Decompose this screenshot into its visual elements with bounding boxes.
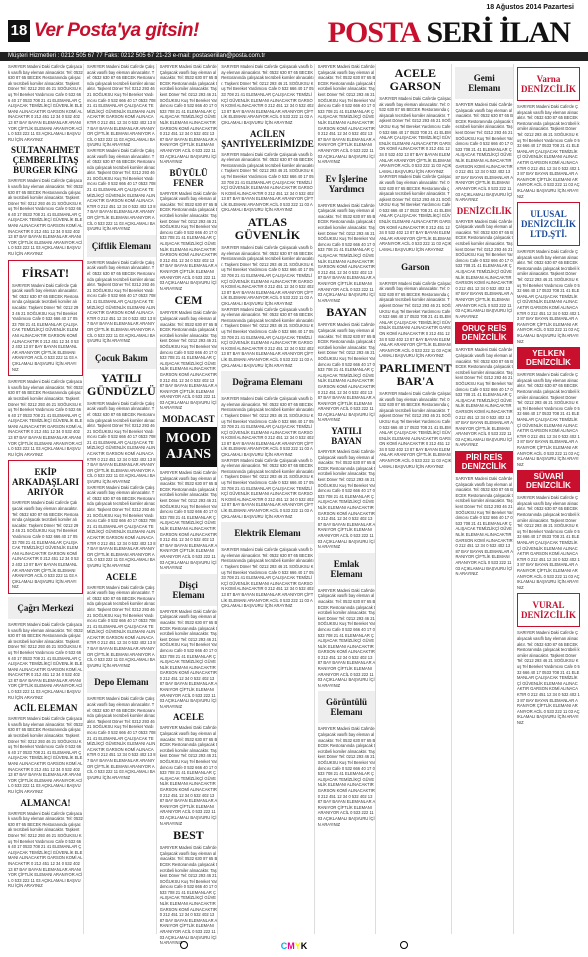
ad-heading: ALMANCA! xyxy=(20,797,71,808)
ad-text: SARIYER Madeni Daki Cafe'de Çalışacak vasıflı bay eleman alınacaktır. Tel: 0532 630 87 65 BECEK Restoranında çalışacak tecrübeli komiler alınacaktır. Taşkent Döner Tel: 0212 293 46 21 SOĞUKSU Kuş Tel Bereket Yardımcısı Cafe 0 532 666 40 17 0533 708 21 41 ELEMANLAR ÇALIŞACAK TEMİZLİKÇİ GÜVENLİK ELEMANI ALINACAKTIR GARSON KOMİ ALINACAKTIR 0 212 451 12 34 0 532 402 13 87 BAY BAYAN ELEMANLAR ARANIYOR ÇİFTLİK ELEMANI ARANIYOR ACİL 0 533 222 11 03 AÇIKLAMALI BAŞVURU İÇİN ARAYINIZ xyxy=(455,102,513,203)
column-8 xyxy=(517,64,580,934)
ad-text: SARIYER Madeni Daki Cafe'de Çalışacak vasıflı bay eleman alınacaktır. Tel: 0532 630 87 65 BECEK Restoranında çalışacak tecrübeli komiler alınacaktır. Taşkent Döner Tel: 0212 293 46 21 SOĞUKSU Kuş Tel Bereket Yardımcısı Cafe 0 532 666 40 17 0533 708 21 41 ELEMANLAR ÇALIŞACAK TEMİZLİKÇİ GÜVENLİK ELEMANI ALINACAKTIR GARSON KOMİ ALINACAKTIR 0 212 451 12 34 0 532 402 13 87 BAY BAYAN ELEMANLAR ARANIYOR ÇİFTLİK ELEMANI ARANIYOR ACİL 0 533 222 11 03 AÇIKLAMALI BAŞVURU İÇİN ARAYINIZ xyxy=(159,190,218,291)
ad-heading: ACELE GARSON xyxy=(389,66,442,93)
column-5 xyxy=(318,64,377,934)
ad-heading: Çocuk Bakım xyxy=(94,352,148,363)
ad-text: SARIYER Madeni Daki Cafe'de Çalışacak vasıflı bay eleman alınacaktır. Tel: 0532 630 87 65 BECEK Restoranında çalışacak tecrübeli komiler alınacaktır. Taşkent Döner Tel: 0212 293 46 21 SOĞUKSU Kuş Tel Bereket Yardımcısı Cafe 0 532 666 40 17 0533 708 21 41 ELEMANLAR ÇALIŞACAK TEMİZLİKÇİ GÜVENLİK ELEMANI ALINACAKTIR GARSON KOMİ ALINACAKTIR 0 212 451 12 34 0 532 402 13 87 BAY BAYAN ELEMANLAR ARANIYOR ÇİFTLİK ELEMANI ARANIYOR ACİL 0 533 222 11 03 AÇIKLAMALI BAŞVURU İÇİN ARAYINIZ xyxy=(516,372,580,467)
ad-text: SARIYER Madeni Daki Cafe'de Çalışacak vasıflı bay eleman alınacaktır. Tel: 0532 630 87 65 BECEK Restoranında çalışacak tecrübeli komiler alınacaktır. Taşkent Döner Tel: 0212 293 46 21 SOĞUKSU Kuş Tel Bereket Yardımcısı Cafe 0 532 666 40 17 0533 708 21 41 ELEMANLAR ÇALIŞACAK TEMİZLİKÇİ GÜVENLİK ELEMANI ALINACAKTIR GARSON KOMİ ALINACAKTIR 0 212 451 12 34 0 532 402 13 87 BAY BAYAN ELEMANLAR ARANIYOR ÇİFTLİK ELEMANI ARANIYOR ACİL 0 533 222 11 03 AÇIKLAMALI BAŞVURU İÇİN ARAYINIZ xyxy=(159,845,218,946)
ad-text: SARIYER Madeni Daki Cafe'de Çalışacak vasıflı bay eleman alınacaktır. Tel: 0532 630 87 65 BECEK Restoranında çalışacak tecrübeli komiler alınacaktır. Taşkent Döner Tel: 0212 293 46 21 SOĞUKSU Kuş Tel Bereket Yardımcısı Cafe 0 532 666 40 17 0533 708 21 41 ELEMANLAR ÇALIŞACAK TEMİZLİKÇİ GÜVENLİK ELEMANI ALINACAKTIR GARSON KOMİ ALINACAKTIR 0 212 451 12 34 0 532 402 13 87 BAY BAYAN ELEMANLAR ARANIYOR ÇİFTLİK ELEMANI ARANIYOR ACİL 0 533 222 11 03 AÇIKLAMALI BAŞVURU İÇİN ARAYINIZ xyxy=(379,174,452,253)
ad-heading: Gemi Elemanı xyxy=(468,73,501,93)
ad-heading: VURAL DENİZCİLİK xyxy=(520,600,576,621)
ad-heading: ACİLEN ŞANTİYELERİMİZDE xyxy=(221,128,314,149)
registration-mark-icon xyxy=(180,941,188,949)
ad-heading: ACELE xyxy=(105,571,137,582)
column-3 xyxy=(159,64,219,946)
ad-text: SARIYER Madeni Daki Cafe'de Çalışacak vasıflı bay eleman alınacaktır. Tel: 0532 630 87 65 BECEK Restoranında çalışacak tecrübeli komiler alınacaktır. Taşkent Döner Tel: 0212 293 46 21 SOĞUKSU Kuş Tel Bereket Yardımcısı Cafe 0 532 666 40 17 0533 708 21 41 ELEMANLAR ÇALIŞACAK TEMİZLİKÇİ GÜVENLİK ELEMANI ALINACAKTIR GARSON KOMİ ALINACAKTIR 0 212 451 12 34 0 532 402 13 87 BAY BAYAN ELEMANLAR ARANIYOR ÇİFTLİK ELEMANI ARANIYOR ACİL 0 533 222 11 03 AÇIKLAMALI BAŞVURU İÇİN ARAYINIZ xyxy=(455,218,513,319)
ad-text: SARIYER Madeni Daki Cafe'de Çalışacak vasıflı bay eleman alınacaktır. Tel: 0532 630 87 65 BECEK Restoranında çalışacak tecrübeli komiler alınacaktır. Taşkent Döner Tel: 0212 293 46 21 SOĞUKSU Kuş Tel Bereket Yardımcısı Cafe 0 532 666 40 17 0533 708 21 41 ELEMANLAR ÇALIŞACAK TEMİZLİKÇİ GÜVENLİK ELEMANI ALINACAKTIR GARSON KOMİ ALINACAKTIR 0 212 451 12 34 0 532 402 13 87 BAY BAYAN ELEMANLAR ARANIYOR ÇİFTLİK ELEMANI ARANIYOR ACİL 0 533 222 11 03 AÇIKLAMALI BAŞVURU İÇİN ARAYINIZ xyxy=(379,96,452,174)
ad-heading: Çiftlik Elemanı xyxy=(91,240,151,251)
ad-heading: MOOD AJANS xyxy=(160,427,218,467)
ad-text: SARIYER Madeni Daki Cafe'de Çalışacak vasıflı bay eleman alınacaktır. Tel: 0532 630 87 65 BECEK Restoranında çalışacak tecrübeli komiler alınacaktır. Taşkent Döner Tel: 0212 293 46 21 SOĞUKSU Kuş Tel Bereket Yardımcısı Cafe 0 532 666 40 17 0533 708 21 41 ELEMANLAR ÇALIŞACAK TEMİZLİKÇİ GÜVENLİK ELEMANI ALINACAKTIR GARSON KOMİ ALINACAKTIR 0 212 451 12 34 0 532 402 13 87 BAY BAYAN ELEMANLAR ARANIYOR ÇİFTLİK ELEMANI ARANIYOR ACİL 0 533 222 11 03 AÇIKLAMALI BAŞVURU İÇİN ARAYINIZ xyxy=(317,726,376,827)
ad-text: SARIYER Madeni Daki Cafe'de Çalışacak vasıflı bay eleman alınacaktır. Tel: 0532 630 87 65 BECEK Restoranında çalışacak tecrübeli komiler alınacaktır. Taşkent Döner Tel: 0212 293 46 21 SOĞUKSU Kuş Tel Bereket Yardımcısı Cafe 0 532 666 40 17 0533 708 21 41 ELEMANLAR ÇALIŞACAK TEMİZLİKÇİ GÜVENLİK ELEMANI ALINACAKTIR GARSON KOMİ ALINACAKTIR 0 212 451 12 34 0 532 402 13 87 BAY BAYAN ELEMANLAR ARANIYOR ÇİFTLİK ELEMANI ARANIYOR ACİL 0 533 222 11 03 AÇIKLAMALI BAŞVURU İÇİN ARAYINIZ xyxy=(12,500,79,590)
ad-text: SARIYER Madeni Daki Cafe'de Çalışacak vasıflı bay eleman alınacaktır. Tel: 0532 630 87 65 BECEK Restoranında çalışacak tecrübeli komiler alınacaktır. Taşkent Döner Tel: 0212 293 46 21 SOĞUKSU Kuş Tel Bereket Yardımcısı Cafe 0 532 666 40 17 0533 708 21 41 ELEMANLAR ÇALIŞACAK TEMİZLİKÇİ GÜVENLİK ELEMANI ALINACAKTIR GARSON KOMİ ALINACAKTIR 0 212 451 12 34 0 532 402 13 87 BAY BAYAN ELEMANLAR ARANIYOR ÇİFTLİK ELEMANI ARANIYOR ACİL 0 533 222 11 03 AÇIKLAMALI BAŞVURU İÇİN ARAYINIZ xyxy=(221,306,314,368)
ad-text: SARIYER Madeni Daki Cafe'de Çalışacak vasıflı bay eleman alınacaktır. Tel: 0532 630 87 65 BECEK Restoranında çalışacak tecrübeli komiler alınacaktır. Taşkent Döner Tel: 0212 293 46 21 SOĞUKSU Kuş Tel Bereket Yardımcısı Cafe 0 532 666 40 17 0533 708 21 41 ELEMANLAR ÇALIŞACAK TEMİZLİKÇİ GÜVENLİK ELEMANI ALINACAKTIR GARSON KOMİ ALINACAKTIR 0 212 451 12 34 0 532 402 13 87 BAY BAYAN ELEMANLAR ARANIYOR ÇİFTLİK ELEMANI ARANIYOR ACİL 0 533 222 11 03 AÇIKLAMALI BAŞVURU İÇİN ARAYINIZ xyxy=(8,64,83,142)
ad-heading: Dişçi Elemanı xyxy=(172,579,205,600)
brand-second: SERİ İLAN xyxy=(426,16,570,49)
ad-heading: MODACAST xyxy=(162,414,215,425)
ad-text: SARIYER Madeni Daki Cafe'de Çalışacak vasıflı bay eleman alınacaktır. Tel: 0532 630 87 65 BECEK Restoranında çalışacak tecrübeli komiler alınacaktır. Taşkent Döner Tel: 0212 293 46 21 SOĞUKSU Kuş Tel Bereket Yardımcısı Cafe 0 532 666 40 17 0533 708 21 41 ELEMANLAR ÇALIŞACAK TEMİZLİKÇİ GÜVENLİK ELEMANI ALINACAKTIR GARSON KOMİ ALINACAKTIR 0 212 451 12 34 0 532 402 13 87 BAY BAYAN ELEMANLAR ARANIYOR ÇİFTLİK ELEMANI ARANIYOR ACİL 0 533 222 11 03 AÇIKLAMALI BAŞVURU İÇİN ARAYINIZ xyxy=(159,470,218,571)
registration-mark-icon xyxy=(400,941,408,949)
page-number: 18 xyxy=(8,20,30,42)
ad-heading: Emlak Elemanı xyxy=(330,558,363,579)
column-6 xyxy=(379,64,452,934)
ad-heading: ORUÇ REİS DENİZCİLİK xyxy=(455,322,513,344)
ad-text: SARIYER Madeni Daki Cafe'de Çalışacak vasıflı bay eleman alınacaktır. Tel: 0532 630 87 65 BECEK Restoranında çalışacak tecrübeli komiler alınacaktır. Taşkent Döner Tel: 0212 293 46 21 SOĞUKSU Kuş Tel Bereket Yardımcısı Cafe 0 532 666 40 17 0533 708 21 41 ELEMANLAR ÇALIŞACAK TEMİZLİKÇİ GÜVENLİK ELEMANI ALINACAKTIR GARSON KOMİ ALINACAKTIR 0 212 451 12 34 0 532 402 13 87 BAY BAYAN ELEMANLAR ARANIYOR ÇİFTLİK ELEMANI ARANIYOR ACİL 0 533 222 11 03 AÇIKLAMALI BAŞVURU İÇİN ARAYINIZ xyxy=(8,178,83,257)
ad-text: SARIYER Madeni Daki Cafe'de Çalışacak vasıflı bay eleman alınacaktır. Tel: 0532 630 87 65 BECEK Restoranında çalışacak tecrübeli komiler alınacaktır. Taşkent Döner Tel: 0212 293 46 21 SOĞUKSU Kuş Tel Bereket Yardımcısı Cafe 0 532 666 40 17 0533 708 21 41 ELEMANLAR ÇALIŞACAK TEMİZLİKÇİ GÜVENLİK ELEMANI ALINACAKTIR GARSON KOMİ ALINACAKTIR 0 212 451 12 34 0 532 402 13 87 BAY BAYAN ELEMANLAR ARANIYOR ÇİFTLİK ELEMANI ARANIYOR ACİL 0 533 222 11 03 AÇIKLAMALI BAŞVURU İÇİN ARAYINIZ xyxy=(455,476,513,577)
ad-text: SARIYER Madeni Daki Cafe'de Çalışacak vasıflı bay eleman alınacaktır. Tel: 0532 630 87 65 BECEK Restoranında çalışacak tecrübeli komiler alınacaktır. Taşkent Döner Tel: 0212 293 46 21 SOĞUKSU Kuş Tel Bereket Yardımcısı Cafe 0 532 666 40 17 0533 708 21 41 ELEMANLAR ÇALIŞACAK TEMİZLİKÇİ GÜVENLİK ELEMANI ALINACAKTIR GARSON KOMİ ALINACAKTIR 0 212 451 12 34 0 532 402 13 87 BAY BAYAN ELEMANLAR ARANIYOR ÇİFTLİK ELEMANI ARANIYOR ACİL 0 533 222 11 03 AÇIKLAMALI BAŞVURU İÇİN ARAYINIZ xyxy=(8,716,83,794)
ad-text: SARIYER Madeni Daki Cafe'de Çalışacak vasıflı bay eleman alınacaktır. Tel: 0532 630 87 65 BECEK Restoranında çalışacak tecrübeli komiler alınacaktır. Taşkent Döner Tel: 0212 293 46 21 SOĞUKSU Kuş Tel Bereket Yardımcısı Cafe 0 532 666 40 17 0533 708 21 41 ELEMANLAR ÇALIŞACAK TEMİZLİKÇİ GÜVENLİK ELEMANI ALINACAKTIR GARSON KOMİ ALINACAKTIR 0 212 451 12 34 0 532 402 13 87 BAY BAYAN ELEMANLAR ARANIYOR ÇİFTLİK ELEMANI ARANIYOR ACİL 0 533 222 11 03 AÇIKLAMALI BAŞVURU İÇİN ARAYINIZ xyxy=(455,347,513,448)
ad-heading: BEST xyxy=(173,828,204,843)
ad-text: SARIYER Madeni Daki Cafe'de Çalışacak vasıflı bay eleman alınacaktır. Tel: 0532 630 87 65 BECEK Restoranında çalışacak tecrübeli komiler alınacaktır. Taşkent Döner Tel: 0212 293 46 21 SOĞUKSU Kuş Tel Bereket Yardımcısı Cafe 0 532 666 40 17 0533 708 21 41 ELEMANLAR ÇALIŞACAK TEMİZLİKÇİ GÜVENLİK ELEMANI ALINACAKTIR GARSON KOMİ ALINACAKTIR 0 212 451 12 34 0 532 402 13 87 BAY BAYAN ELEMANLAR ARANIYOR ÇİFTLİK ELEMANI ARANIYOR ACİL 0 533 222 11 03 AÇIKLAMALI BAŞVURU İÇİN ARAYINIZ xyxy=(87,64,156,148)
ad-text: SARIYER Madeni Daki Cafe'de Çalışacak vasıflı bay eleman alınacaktır. Tel: 0532 630 87 65 BECEK Restoranında çalışacak tecrübeli komiler alınacaktır. Taşkent Döner Tel: 0212 293 46 21 SOĞUKSU Kuş Tel Bereket Yardımcısı Cafe 0 532 666 40 17 0533 708 21 41 ELEMANLAR ÇALIŞACAK TEMİZLİKÇİ GÜVENLİK ELEMANI ALINACAKTIR GARSON KOMİ ALINACAKTIR 0 212 451 12 34 0 532 402 13 87 BAY BAYAN ELEMANLAR ARANIYOR ÇİFTLİK ELEMANI ARANIYOR ACİL 0 533 222 11 03 AÇIKLAMALI BAŞVURU İÇİN ARAYINIZ xyxy=(221,64,314,125)
cmyk-marks: CMYK xyxy=(280,941,308,951)
slogan: Ver Posta'ya gitsin! xyxy=(34,20,199,41)
column-7 xyxy=(455,64,514,934)
ad-heading: Elektrik Elemanı xyxy=(234,528,301,539)
ad-text: SARIYER Madeni Daki Cafe'de Çalışacak vasıflı bay eleman alınacaktır. Tel: 0532 630 87 65 BECEK Restoranında çalışacak tecrübeli komiler alınacaktır. Taşkent Döner Tel: 0212 293 46 21 SOĞUKSU Kuş Tel Bereket Yardımcısı Cafe 0 532 666 40 17 0533 708 21 41 ELEMANLAR ÇALIŞACAK TEMİZLİKÇİ GÜVENLİK ELEMANI ALINACAKTIR GARSON KOMİ ALINACAKTIR 0 212 451 12 34 0 532 402 13 87 BAY BAYAN ELEMANLAR ARANIYOR ÇİFTLİK ELEMANI ARANIYOR ACİL 0 533 222 11 03 AÇIKLAMALI BAŞVURU İÇİN ARAYINIZ xyxy=(221,457,314,519)
ad-heading: ACİL ELEMAN xyxy=(13,703,78,714)
ad-text: SARIYER Madeni Daki Cafe'de Çalışacak vasıflı bay eleman alınacaktır. Tel: 0532 630 87 65 BECEK Restoranında çalışacak tecrübeli komiler alınacaktır. Taşkent Döner Tel: 0212 293 46 21 SOĞUKSU Kuş Tel Bereket Yardımcısı Cafe 0 532 666 40 17 0533 708 21 41 ELEMANLAR ÇALIŞACAK TEMİZLİKÇİ GÜVENLİK ELEMANI ALINACAKTIR GARSON KOMİ ALINACAKTIR 0 212 451 12 34 0 532 402 13 87 BAY BAYAN ELEMANLAR ARANIYOR ÇİFTLİK ELEMANI ARANIYOR ACİL 0 533 222 11 03 AÇIKLAMALI BAŞVURU İÇİN ARAYINIZ xyxy=(317,202,376,303)
ad-heading: SULTANAHMET ÇEMBERLİTAŞ BURGER KİNG xyxy=(10,145,81,176)
masthead xyxy=(0,12,588,50)
ad-heading: FİRSAT! xyxy=(21,265,70,280)
ad-heading: CEM xyxy=(174,293,203,308)
ad-text: SARIYER Madeni Daki Cafe'de Çalışacak vasıflı bay eleman alınacaktır. Tel: 0532 630 87 65 BECEK Restoranında çalışacak tecrübeli komiler alınacaktır. Taşkent Döner Tel: 0212 293 46 21 SOĞUKSU Kuş Tel Bereket Yardımcısı Cafe 0 532 666 40 17 0533 708 21 41 ELEMANLAR ÇALIŞACAK TEMİZLİKÇİ GÜVENLİK ELEMANI ALINACAKTIR GARSON KOMİ ALINACAKTIR 0 212 451 12 34 0 532 402 13 87 BAY BAYAN ELEMANLAR ARANIYOR ÇİFTLİK ELEMANI ARANIYOR ACİL 0 533 222 11 03 AÇIKLAMALI BAŞVURU İÇİN ARAYINIZ xyxy=(379,280,452,359)
ad-text: SARIYER Madeni Daki Cafe'de Çalışacak vasıflı bay eleman alınacaktır. Tel: 0532 630 87 65 BECEK Restoranında çalışacak tecrübeli komiler alınacaktır. Taşkent Döner Tel: 0212 293 46 21 SOĞUKSU Kuş Tel Bereket Yardımcısı Cafe 0 532 666 40 17 0533 708 21 41 ELEMANLAR ÇALIŞACAK TEMİZLİKÇİ GÜVENLİK ELEMANI ALINACAKTIR GARSON KOMİ ALINACAKTIR 0 212 451 12 34 0 532 402 13 87 BAY BAYAN ELEMANLAR ARANIYOR ÇİFTLİK ELEMANI ARANIYOR ACİL 0 533 222 11 03 AÇIKLAMALI BAŞVURU İÇİN ARAYINIZ xyxy=(8,810,83,889)
column-4 xyxy=(221,64,315,934)
ad-text: SARIYER Madeni Daki Cafe'de Çalışacak vasıflı bay eleman alınacaktır. Tel: 0532 630 87 65 BECEK Restoranında çalışacak tecrübeli komiler alınacaktır. Taşkent Döner Tel: 0212 293 46 21 SOĞUKSU Kuş Tel Bereket Yardımcısı Cafe 0 532 666 40 17 0533 708 21 41 ELEMANLAR ÇALIŞACAK TEMİZLİKÇİ GÜVENLİK ELEMANI ALINACAKTIR GARSON KOMİ ALINACAKTIR 0 212 451 12 34 0 532 402 13 87 BAY BAYAN ELEMANLAR ARANIYOR ÇİFTLİK ELEMANI ARANIYOR ACİL 0 533 222 11 03 AÇIKLAMALI BAŞVURU İÇİN ARAYINIZ xyxy=(221,245,314,306)
ad-text: SARIYER Madeni Daki Cafe'de Çalışacak vasıflı bay eleman alınacaktır. Tel: 0532 630 87 65 BECEK Restoranında çalışacak tecrübeli komiler alınacaktır. Taşkent Döner Tel: 0212 293 46 21 SOĞUKSU Kuş Tel Bereket Yardımcısı Cafe 0 532 666 40 17 0533 708 21 41 ELEMANLAR ÇALIŞACAK TEMİZLİKÇİ GÜVENLİK ELEMANI ALINACAKTIR GARSON KOMİ ALINACAKTIR 0 212 451 12 34 0 532 402 13 87 BAY BAYAN ELEMANLAR ARANIYOR ÇİFTLİK ELEMANI ARANIYOR ACİL 0 533 222 11 03 AÇIKLAMALI BAŞVURU İÇİN ARAYINIZ xyxy=(87,259,156,344)
ad-heading: Ev İşlerine Yardımcı xyxy=(325,173,368,194)
ad-heading: Doğrama Elemanı xyxy=(232,377,303,388)
ad-text: SARIYER Madeni Daki Cafe'de Çalışacak vasıflı bay eleman alınacaktır. Tel: 0532 630 87 65 BECEK Restoranında çalışacak tecrübeli komiler alınacaktır. Taşkent Döner Tel: 0212 293 46 21 SOĞUKSU Kuş Tel Bereket Yardımcısı Cafe 0 532 666 40 17 0533 708 21 41 ELEMANLAR ÇALIŞACAK TEMİZLİKÇİ GÜVENLİK ELEMANI ALINACAKTIR GARSON KOMİ ALINACAKTIR 0 212 451 12 34 0 532 402 13 87 BAY BAYAN ELEMANLAR ARANIYOR ÇİFTLİK ELEMANI ARANIYOR ACİL 0 533 222 11 03 AÇIKLAMALI BAŞVURU İÇİN ARAYINIZ xyxy=(516,495,580,590)
ad-text: SARIYER Madeni Daki Cafe'de Çalışacak vasıflı bay eleman alınacaktır. Tel: 0532 630 87 65 BECEK Restoranında çalışacak tecrübeli komiler alınacaktır. Taşkent Döner Tel: 0212 293 46 21 SOĞUKSU Kuş Tel Bereket Yardımcısı Cafe 0 532 666 40 17 0533 708 21 41 ELEMANLAR ÇALIŞACAK TEMİZLİKÇİ GÜVENLİK ELEMANI ALINACAKTIR GARSON KOMİ ALINACAKTIR 0 212 451 12 34 0 532 402 13 87 BAY BAYAN ELEMANLAR ARANIYOR ÇİFTLİK ELEMANI ARANIYOR ACİL 0 533 222 11 03 AÇIKLAMALI BAŞVURU İÇİN ARAYINIZ xyxy=(8,379,83,457)
ad-text: SARIYER Madeni Daki Cafe'de Çalışacak vasıflı bay eleman alınacaktır. Tel: 0532 630 87 65 BECEK Restoranında çalışacak tecrübeli komiler alınacaktır. Taşkent Döner Tel: 0212 293 46 21 SOĞUKSU Kuş Tel Bereket Yardımcısı Cafe 0 532 666 40 17 0533 708 21 41 ELEMANLAR ÇALIŞACAK TEMİZLİKÇİ GÜVENLİK ELEMANI ALINACAKTIR GARSON KOMİ ALINACAKTIR 0 212 451 12 34 0 532 402 13 87 BAY BAYAN ELEMANLAR ARANIYOR ÇİFTLİK ELEMANI ARANIYOR ACİL 0 533 222 11 03 AÇIKLAMALI BAŞVURU İÇİN ARAYINIZ xyxy=(379,390,452,469)
ad-heading: SÜVARİ DENİZCİLİK xyxy=(517,470,580,492)
ad-heading: Depo Elemanı xyxy=(94,677,149,688)
ad-heading: YATILI GÜNDÜZLÜ xyxy=(87,370,156,398)
date-line: 18 Ağustos 2014 Pazartesi xyxy=(486,4,574,11)
ad-text: SARIYER Madeni Daki Cafe'de Çalışacak vasıflı bay eleman alınacaktır. Tel: 0532 630 87 65 BECEK Restoranında çalışacak tecrübeli komiler alınacaktır. Taşkent Döner Tel: 0212 293 46 21 SOĞUKSU Kuş Tel Bereket Yardımcısı Cafe 0 532 666 40 17 0533 708 21 41 ELEMANLAR ÇALIŞACAK TEMİZLİKÇİ GÜVENLİK ELEMANI ALINACAKTIR GARSON KOMİ ALINACAKTIR 0 212 451 12 34 0 532 402 13 87 BAY BAYAN ELEMANLAR ARANIYOR ÇİFTLİK ELEMANI ARANIYOR ACİL 0 533 222 11 03 AÇIKLAMALI BAŞVURU İÇİN ARAYINIZ xyxy=(87,147,156,232)
ad-text: SARIYER Madeni Daki Cafe'de Çalışacak vasıflı bay eleman alınacaktır. Tel: 0532 630 87 65 BECEK Restoranında çalışacak tecrübeli komiler alınacaktır. Taşkent Döner Tel: 0212 293 46 21 SOĞUKSU Kuş Tel Bereket Yardımcısı Cafe 0 532 666 40 17 0533 708 21 41 ELEMANLAR ÇALIŞACAK TEMİZLİKÇİ GÜVENLİK ELEMANI ALINACAKTIR GARSON KOMİ ALINACAKTIR 0 212 451 12 34 0 532 402 13 87 BAY BAYAN ELEMANLAR ARANIYOR ÇİFTLİK ELEMANI ARANIYOR ACİL 0 533 222 11 03 AÇIKLAMALI BAŞVURU İÇİN ARAYINIZ xyxy=(516,249,580,344)
ad-text: SARIYER Madeni Daki Cafe'de Çalışacak vasıflı bay eleman alınacaktır. Tel: 0532 630 87 65 BECEK Restoranında çalışacak tecrübeli komiler alınacaktır. Taşkent Döner Tel: 0212 293 46 21 SOĞUKSU Kuş Tel Bereket Yardımcısı Cafe 0 532 666 40 17 0533 708 21 41 ELEMANLAR ÇALIŞACAK TEMİZLİKÇİ GÜVENLİK ELEMANI ALINACAKTIR GARSON KOMİ ALINACAKTIR 0 212 451 12 34 0 532 402 13 87 BAY BAYAN ELEMANLAR ARANIYOR ÇİFTLİK ELEMANI ARANIYOR ACİL 0 533 222 11 03 AÇIKLAMALI BAŞVURU İÇİN ARAYINIZ xyxy=(87,484,156,568)
ad-text: SARIYER Madeni Daki Cafe'de Çalışacak vasıflı bay eleman alınacaktır. Tel: 0532 630 87 65 BECEK Restoranında çalışacak tecrübeli komiler alınacaktır. Taşkent Döner Tel: 0212 293 46 21 SOĞUKSU Kuş Tel Bereket Yardımcısı Cafe 0 532 666 40 17 0533 708 21 41 ELEMANLAR ÇALIŞACAK TEMİZLİKÇİ GÜVENLİK ELEMANI ALINACAKTIR GARSON KOMİ ALINACAKTIR 0 212 451 12 34 0 532 402 13 87 BAY BAYAN ELEMANLAR ARANIYOR ÇİFTLİK ELEMANI ARANIYOR ACİL 0 533 222 11 03 AÇIKLAMALI BAŞVURU İÇİN ARAYINIZ xyxy=(87,400,156,485)
ad-heading: PİRİ REİS DENİZCİLİK xyxy=(455,451,513,473)
ad-heading: BAYAN xyxy=(326,305,367,320)
ad-heading: ACELE xyxy=(172,712,204,723)
brand-logo xyxy=(328,16,570,50)
ad-heading: EKİP ARKADAŞLARI ARIYOR xyxy=(12,467,80,498)
ad-heading: ATLAS GÜVENLİK xyxy=(234,215,301,243)
ad-text: SARIYER Madeni Daki Cafe'de Çalışacak vasıflı bay eleman alınacaktır. Tel: 0532 630 87 65 BECEK Restoranında çalışacak tecrübeli komiler alınacaktır. Taşkent Döner Tel: 0212 293 46 21 SOĞUKSU Kuş Tel Bereket Yardımcısı Cafe 0 532 666 40 17 0533 708 21 41 ELEMANLAR ÇALIŞACAK TEMİZLİKÇİ GÜVENLİK ELEMANI ALINACAKTIR GARSON KOMİ ALINACAKTIR 0 212 451 12 34 0 532 402 13 87 BAY BAYAN ELEMANLAR ARANIYOR ÇİFTLİK ELEMANI ARANIYOR ACİL 0 533 222 11 03 AÇIKLAMALI BAŞVURU İÇİN ARAYINIZ xyxy=(87,696,156,780)
ad-text: SARIYER Madeni Daki Cafe'de Çalışacak vasıflı bay eleman alınacaktır. Tel: 0532 630 87 65 BECEK Restoranında çalışacak tecrübeli komiler alınacaktır. Taşkent Döner Tel: 0212 293 46 21 SOĞUKSU Kuş Tel Bereket Yardımcısı Cafe 0 532 666 40 17 0533 708 21 41 ELEMANLAR ÇALIŞACAK TEMİZLİKÇİ GÜVENLİK ELEMANI ALINACAKTIR GARSON KOMİ ALINACAKTIR 0 212 451 12 34 0 532 402 13 87 BAY BAYAN ELEMANLAR ARANIYOR ÇİFTLİK ELEMANI ARANIYOR ACİL 0 533 222 11 03 AÇIKLAMALI BAŞVURU İÇİN ARAYINIZ xyxy=(159,725,218,826)
ad-text: SARIYER Madeni Daki Cafe'de Çalışacak vasıflı bay eleman alınacaktır. Tel: 0532 630 87 65 BECEK Restoranında çalışacak tecrübeli komiler alınacaktır. Taşkent Döner Tel: 0212 293 46 21 SOĞUKSU Kuş Tel Bereket Yardımcısı Cafe 0 532 666 40 17 0533 708 21 41 ELEMANLAR ÇALIŞACAK TEMİZLİKÇİ GÜVENLİK ELEMANI ALINACAKTIR GARSON KOMİ ALINACAKTIR 0 212 451 12 34 0 532 402 13 87 BAY BAYAN ELEMANLAR ARANIYOR ÇİFTLİK ELEMANI ARANIYOR ACİL 0 533 222 11 03 AÇIKLAMALI BAŞVURU İÇİN ARAYINIZ xyxy=(221,151,314,213)
ad-heading: Görüntülü Elemanı xyxy=(325,697,367,718)
ad-heading: ULUSAL DENİZCİLİK LTD.ŞTİ. xyxy=(520,209,576,240)
ad-heading: Garson xyxy=(401,261,430,272)
ad-text: SARIYER Madeni Daki Cafe'de Çalışacak vasıflı bay eleman alınacaktır. Tel: 0532 630 87 65 BECEK Restoranında çalışacak tecrübeli komiler alınacaktır. Taşkent Döner Tel: 0212 293 46 21 SOĞUKSU Kuş Tel Bereket Yardımcısı Cafe 0 532 666 40 17 0533 708 21 41 ELEMANLAR ÇALIŞACAK TEMİZLİKÇİ GÜVENLİK ELEMANI ALINACAKTIR GARSON KOMİ ALINACAKTIR 0 212 451 12 34 0 532 402 13 87 BAY BAYAN ELEMANLAR ARANIYOR ÇİFTLİK ELEMANI ARANIYOR ACİL 0 533 222 11 03 AÇIKLAMALI BAŞVURU İÇİN ARAYINIZ xyxy=(516,104,580,199)
ad-text: SARIYER Madeni Daki Cafe'de Çalışacak vasıflı bay eleman alınacaktır. Tel: 0532 630 87 65 BECEK Restoranında çalışacak tecrübeli komiler alınacaktır. Taşkent Döner Tel: 0212 293 46 21 SOĞUKSU Kuş Tel Bereket Yardımcısı Cafe 0 532 666 40 17 0533 708 21 41 ELEMANLAR ÇALIŞACAK TEMİZLİKÇİ GÜVENLİK ELEMANI ALINACAKTIR GARSON KOMİ ALINACAKTIR 0 212 451 12 34 0 532 402 13 87 BAY BAYAN ELEMANLAR ARANIYOR ÇİFTLİK ELEMANI ARANIYOR ACİL 0 533 222 11 03 AÇIKLAMALI BAŞVURU İÇİN ARAYINIZ xyxy=(8,621,83,700)
ad-heading: BÜYÜLÜ FENER xyxy=(169,167,208,188)
ad-heading: PARLIMENT BAR'A xyxy=(379,360,452,388)
ad-text: SARIYER Madeni Daki Cafe'de Çalışacak vasıflı bay eleman alınacaktır. Tel: 0532 630 87 65 BECEK Restoranında çalışacak tecrübeli komiler alınacaktır. Taşkent Döner Tel: 0212 293 46 21 SOĞUKSU Kuş Tel Bereket Yardımcısı Cafe 0 532 666 40 17 0533 708 21 41 ELEMANLAR ÇALIŞACAK TEMİZLİKÇİ GÜVENLİK ELEMANI ALINACAKTIR GARSON KOMİ ALINACAKTIR 0 212 451 12 34 0 532 402 13 87 BAY BAYAN ELEMANLAR ARANIYOR ÇİFTLİK ELEMANI ARANIYOR ACİL 0 533 222 11 03 AÇIKLAMALI BAŞVURU İÇİN ARAYINIZ xyxy=(221,547,314,609)
ad-text: SARIYER Madeni Daki Cafe'de Çalışacak vasıflı bay eleman alınacaktır. Tel: 0532 630 87 65 BECEK Restoranında çalışacak tecrübeli komiler alınacaktır. Taşkent Döner Tel: 0212 293 46 21 SOĞUKSU Kuş Tel Bereket Yardımcısı Cafe 0 532 666 40 17 0533 708 21 41 ELEMANLAR ÇALIŞACAK TEMİZLİKÇİ GÜVENLİK ELEMANI ALINACAKTIR GARSON KOMİ ALINACAKTIR 0 212 451 12 34 0 532 402 13 87 BAY BAYAN ELEMANLAR ARANIYOR ÇİFTLİK ELEMANI ARANIYOR ACİL 0 533 222 11 03 AÇIKLAMALI BAŞVURU İÇİN ARAYINIZ xyxy=(516,630,580,725)
ad-text: SARIYER Madeni Daki Cafe'de Çalışacak vasıflı bay eleman alınacaktır. Tel: 0532 630 87 65 BECEK Restoranında çalışacak tecrübeli komiler alınacaktır. Taşkent Döner Tel: 0212 293 46 21 SOĞUKSU Kuş Tel Bereket Yardımcısı Cafe 0 532 666 40 17 0533 708 21 41 ELEMANLAR ÇALIŞACAK TEMİZLİKÇİ GÜVENLİK ELEMANI ALINACAKTIR GARSON KOMİ ALINACAKTIR 0 212 451 12 34 0 532 402 13 87 BAY BAYAN ELEMANLAR ARANIYOR ÇİFTLİK ELEMANI ARANIYOR ACİL 0 533 222 11 03 AÇIKLAMALI BAŞVURU İÇİN ARAYINIZ xyxy=(317,449,376,550)
ad-text: SARIYER Madeni Daki Cafe'de Çalışacak vasıflı bay eleman alınacaktır. Tel: 0532 630 87 65 BECEK Restoranında çalışacak tecrübeli komiler alınacaktır. Taşkent Döner Tel: 0212 293 46 21 SOĞUKSU Kuş Tel Bereket Yardımcısı Cafe 0 532 666 40 17 0533 708 21 41 ELEMANLAR ÇALIŞACAK TEMİZLİKÇİ GÜVENLİK ELEMANI ALINACAKTIR GARSON KOMİ ALINACAKTIR 0 212 451 12 34 0 532 402 13 87 BAY BAYAN ELEMANLAR ARANIYOR ÇİFTLİK ELEMANI ARANIYOR ACİL 0 533 222 11 03 AÇIKLAMALI BAŞVURU İÇİN ARAYINIZ xyxy=(221,396,314,458)
ad-text: SARIYER Madeni Daki Cafe'de Çalışacak vasıflı bay eleman alınacaktır. Tel: 0532 630 87 65 BECEK Restoranında çalışacak tecrübeli komiler alınacaktır. Taşkent Döner Tel: 0212 293 46 21 SOĞUKSU Kuş Tel Bereket Yardımcısı Cafe 0 532 666 40 17 0533 708 21 41 ELEMANLAR ÇALIŞACAK TEMİZLİKÇİ GÜVENLİK ELEMANI ALINACAKTIR GARSON KOMİ ALINACAKTIR 0 212 451 12 34 0 532 402 13 87 BAY BAYAN ELEMANLAR ARANIYOR ÇİFTLİK ELEMANI ARANIYOR ACİL 0 533 222 11 03 AÇIKLAMALI BAŞVURU İÇİN ARAYINIZ xyxy=(317,64,376,165)
column-2 xyxy=(87,64,157,934)
ad-heading: YELKEN DENİZCİLİK xyxy=(517,347,580,369)
ad-heading: Çağrı Merkezi xyxy=(17,602,74,613)
ad-text: SARIYER Madeni Daki Cafe'de Çalışacak vasıflı bay eleman alınacaktır. Tel: 0532 630 87 65 BECEK Restoranında çalışacak tecrübeli komiler alınacaktır. Taşkent Döner Tel: 0212 293 46 21 SOĞUKSU Kuş Tel Bereket Yardımcısı Cafe 0 532 666 40 17 0533 708 21 41 ELEMANLAR ÇALIŞACAK TEMİZLİKÇİ GÜVENLİK ELEMANI ALINACAKTIR GARSON KOMİ ALINACAKTIR 0 212 451 12 34 0 532 402 13 87 BAY BAYAN ELEMANLAR ARANIYOR ÇİFTLİK ELEMANI ARANIYOR ACİL 0 533 222 11 03 AÇIKLAMALI BAŞVURU İÇİN ARAYINIZ xyxy=(159,310,218,411)
ad-heading: DENİZCİLİK xyxy=(456,205,512,216)
ad-text: SARIYER Madeni Daki Cafe'de Çalışacak vasıflı bay eleman alınacaktır. Tel: 0532 630 87 65 BECEK Restoranında çalışacak tecrübeli komiler alınacaktır. Taşkent Döner Tel: 0212 293 46 21 SOĞUKSU Kuş Tel Bereket Yardımcısı Cafe 0 532 666 40 17 0533 708 21 41 ELEMANLAR ÇALIŞACAK TEMİZLİKÇİ GÜVENLİK ELEMANI ALINACAKTIR GARSON KOMİ ALINACAKTIR 0 212 451 12 34 0 532 402 13 87 BAY BAYAN ELEMANLAR ARANIYOR ÇİFTLİK ELEMANI ARANIYOR ACİL 0 533 222 11 03 AÇIKLAMALI BAŞVURU İÇİN ARAYINIZ xyxy=(317,322,376,423)
ad-text: SARIYER Madeni Daki Cafe'de Çalışacak vasıflı bay eleman alınacaktır. Tel: 0532 630 87 65 BECEK Restoranında çalışacak tecrübeli komiler alınacaktır. Taşkent Döner Tel: 0212 293 46 21 SOĞUKSU Kuş Tel Bereket Yardımcısı Cafe 0 532 666 40 17 0533 708 21 41 ELEMANLAR ÇALIŞACAK TEMİZLİKÇİ GÜVENLİK ELEMANI ALINACAKTIR GARSON KOMİ ALINACAKTIR 0 212 451 12 34 0 532 402 13 87 BAY BAYAN ELEMANLAR ARANIYOR ÇİFTLİK ELEMANI ARANIYOR ACİL 0 533 222 11 03 AÇIKLAMALI BAŞVURU İÇİN ARAYINIZ xyxy=(87,584,156,668)
ad-text: SARIYER Madeni Daki Cafe'de Çalışacak vasıflı bay eleman alınacaktır. Tel: 0532 630 87 65 BECEK Restoranında çalışacak tecrübeli komiler alınacaktır. Taşkent Döner Tel: 0212 293 46 21 SOĞUKSU Kuş Tel Bereket Yardımcısı Cafe 0 532 666 40 17 0533 708 21 41 ELEMANLAR ÇALIŞACAK TEMİZLİKÇİ GÜVENLİK ELEMANI ALINACAKTIR GARSON KOMİ ALINACAKTIR 0 212 451 12 34 0 532 402 13 87 BAY BAYAN ELEMANLAR ARANIYOR ÇİFTLİK ELEMANI ARANIYOR ACİL 0 533 222 11 03 AÇIKLAMALI BAŞVURU İÇİN ARAYINIZ xyxy=(12,282,79,372)
ad-text: SARIYER Madeni Daki Cafe'de Çalışacak vasıflı bay eleman alınacaktır. Tel: 0532 630 87 65 BECEK Restoranında çalışacak tecrübeli komiler alınacaktır. Taşkent Döner Tel: 0212 293 46 21 SOĞUKSU Kuş Tel Bereket Yardımcısı Cafe 0 532 666 40 17 0533 708 21 41 ELEMANLAR ÇALIŞACAK TEMİZLİKÇİ GÜVENLİK ELEMANI ALINACAKTIR GARSON KOMİ ALINACAKTIR 0 212 451 12 34 0 532 402 13 87 BAY BAYAN ELEMANLAR ARANIYOR ÇİFTLİK ELEMANI ARANIYOR ACİL 0 533 222 11 03 AÇIKLAMALI BAŞVURU İÇİN ARAYINIZ xyxy=(317,587,376,688)
contact-bar: Müşteri Hizmetleri : 0212 505 67 77 Faks: 0212 505 67 21-23 e-mail: postaseriilan@posta.com.tr xyxy=(0,52,588,61)
ad-text: SARIYER Madeni Daki Cafe'de Çalışacak vasıflı bay eleman alınacaktır. Tel: 0532 630 87 65 BECEK Restoranında çalışacak tecrübeli komiler alınacaktır. Taşkent Döner Tel: 0212 293 46 21 SOĞUKSU Kuş Tel Bereket Yardımcısı Cafe 0 532 666 40 17 0533 708 21 41 ELEMANLAR ÇALIŞACAK TEMİZLİKÇİ GÜVENLİK ELEMANI ALINACAKTIR GARSON KOMİ ALINACAKTIR 0 212 451 12 34 0 532 402 13 87 BAY BAYAN ELEMANLAR ARANIYOR ÇİFTLİK ELEMANI ARANIYOR ACİL 0 533 222 11 03 AÇIKLAMALI BAŞVURU İÇİN ARAYINIZ xyxy=(159,64,218,165)
ad-heading: Varna DENİZCİLİK xyxy=(520,74,576,94)
ad-text: SARIYER Madeni Daki Cafe'de Çalışacak vasıflı bay eleman alınacaktır. Tel: 0532 630 87 65 BECEK Restoranında çalışacak tecrübeli komiler alınacaktır. Taşkent Döner Tel: 0212 293 46 21 SOĞUKSU Kuş Tel Bereket Yardımcısı Cafe 0 532 666 40 17 0533 708 21 41 ELEMANLAR ÇALIŞACAK TEMİZLİKÇİ GÜVENLİK ELEMANI ALINACAKTIR GARSON KOMİ ALINACAKTIR 0 212 451 12 34 0 532 402 13 87 BAY BAYAN ELEMANLAR ARANIYOR ÇİFTLİK ELEMANI ARANIYOR ACİL 0 533 222 11 03 AÇIKLAMALI BAŞVURU İÇİN ARAYINIZ xyxy=(159,608,218,709)
brand-first: POSTA xyxy=(327,16,421,49)
column-1 xyxy=(8,64,84,934)
ad-heading: YATILI BAYAN xyxy=(331,426,362,447)
